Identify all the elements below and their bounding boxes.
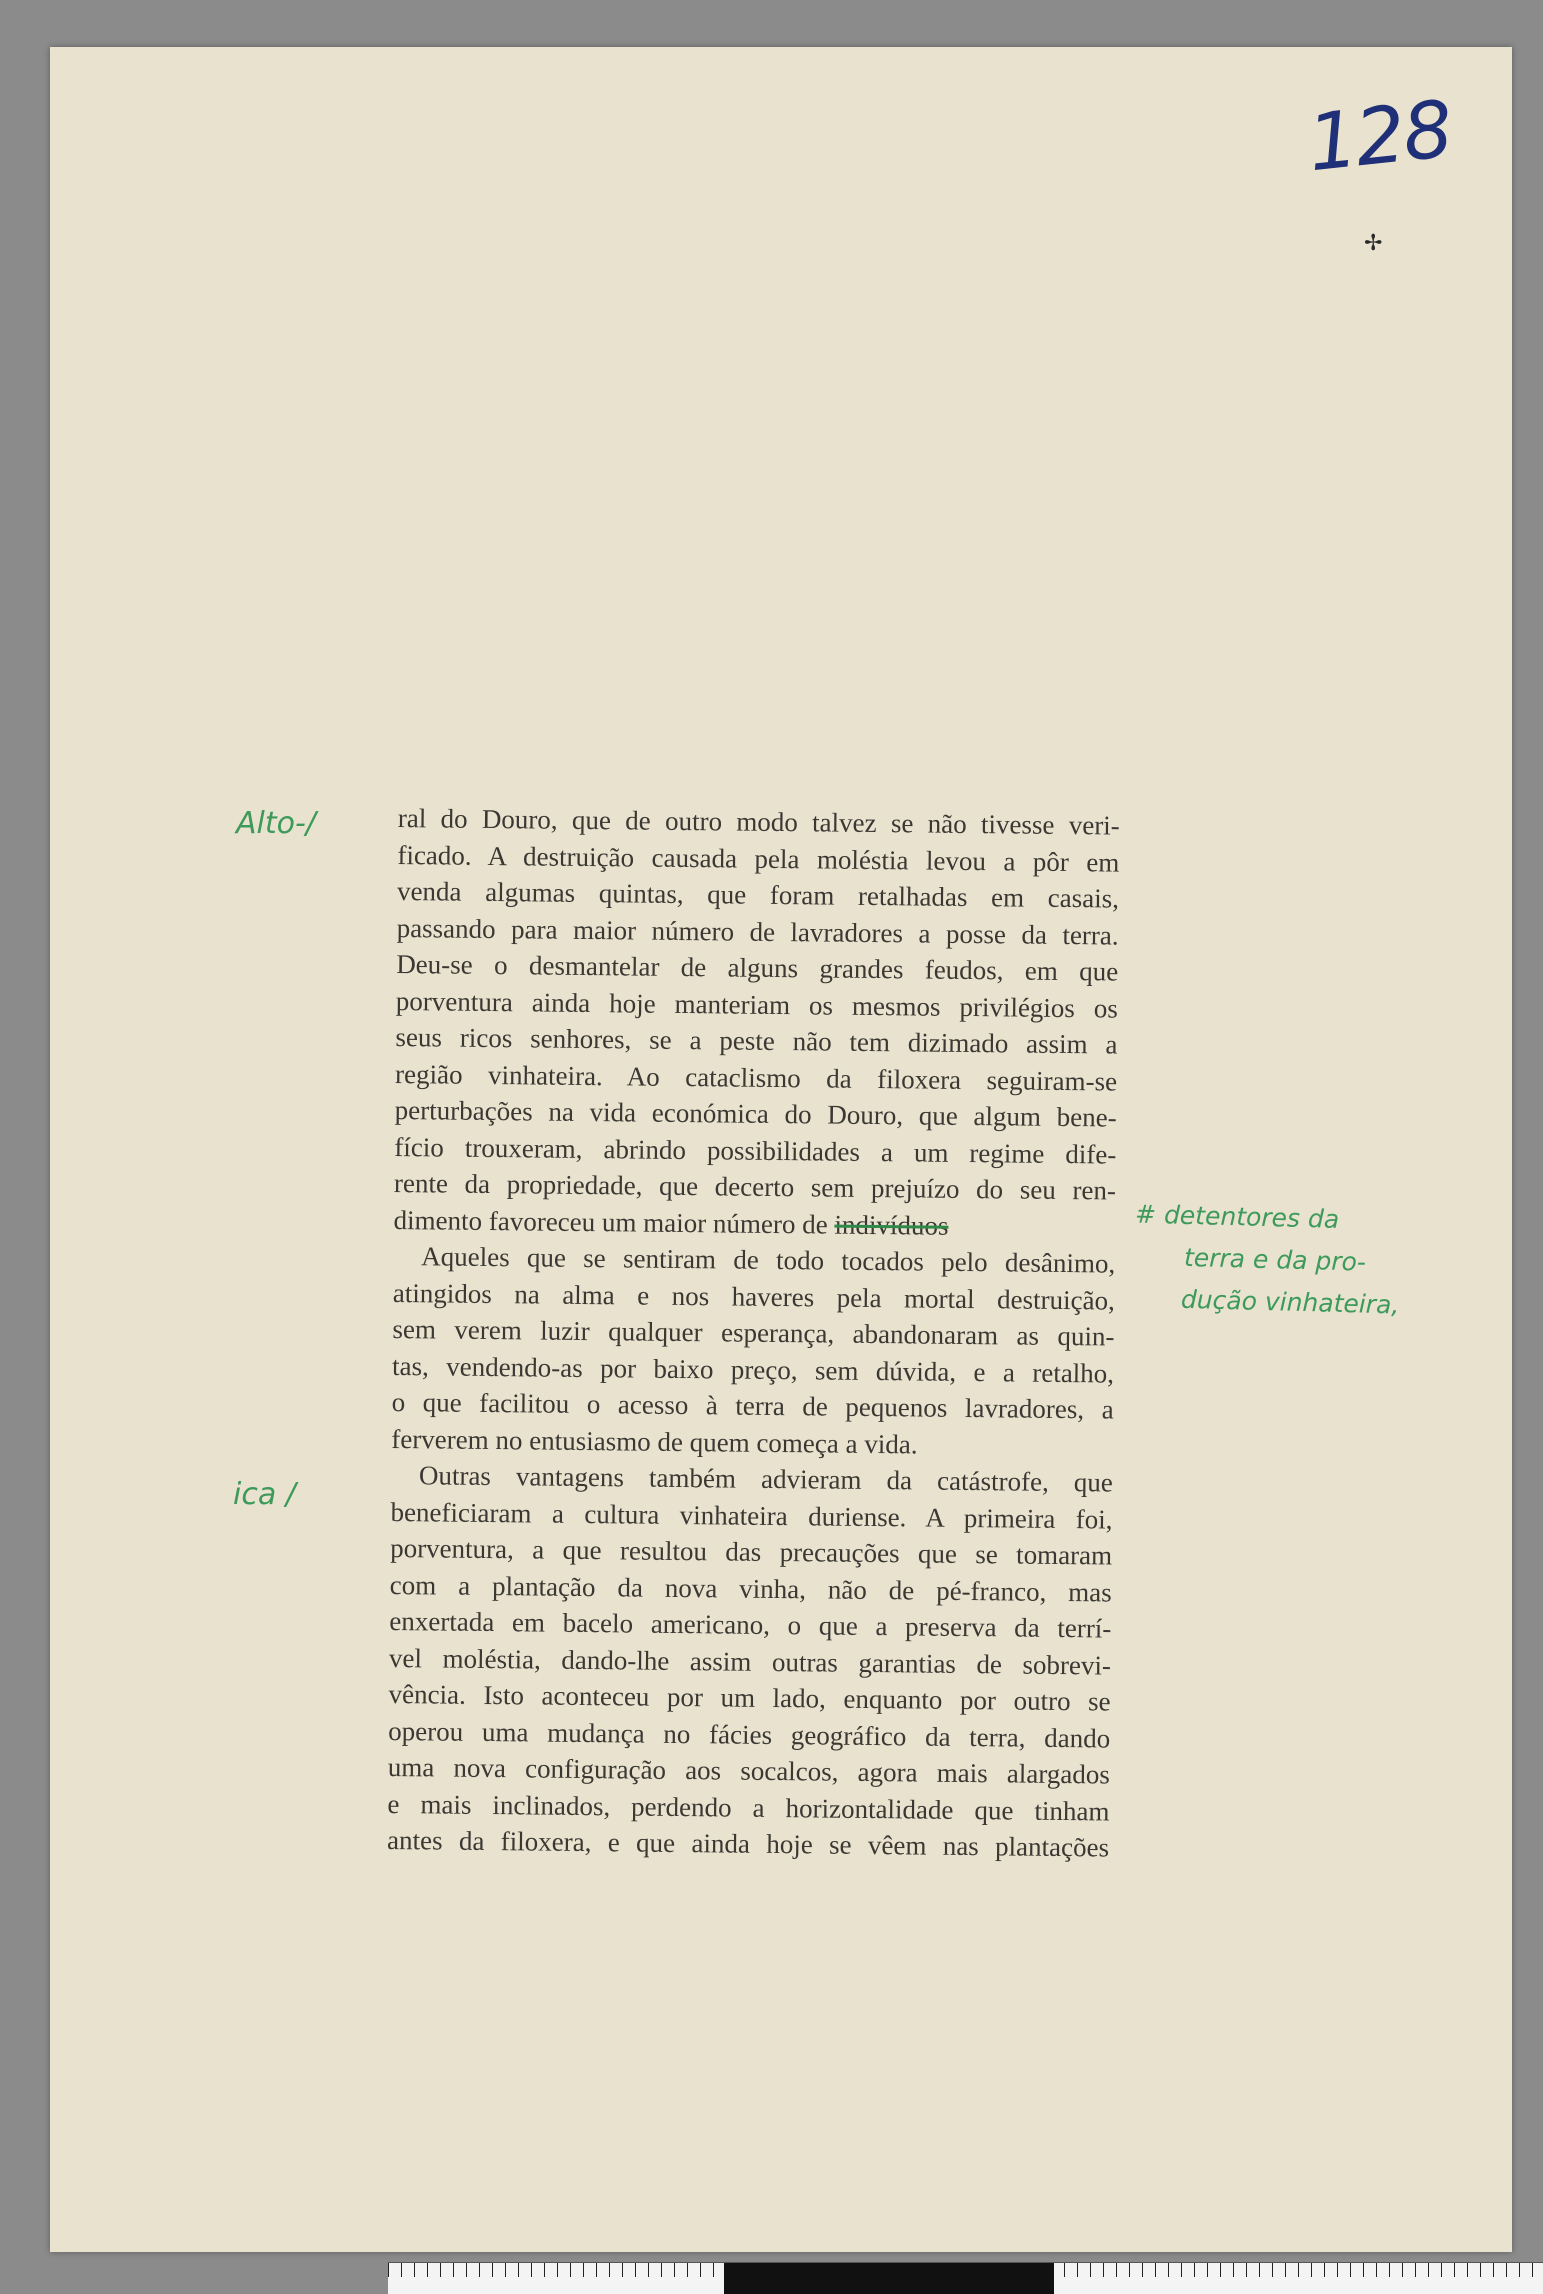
text-line: fício trouxeram, abrindo possibilidades a um regime dife- (394, 1131, 1117, 1170)
text-line: atingidos na alma e nos haveres pela mortal destruição, (392, 1277, 1115, 1316)
text-line: perturbações na vida económica do Douro, que algum bene- (394, 1094, 1117, 1133)
text-line: enxertada em bacelo americano, o que a preserva da terrí- (389, 1605, 1112, 1644)
text-line-prefix: dimento favoreceu um maior número de (393, 1204, 835, 1240)
ruler-black-segment (724, 2263, 1054, 2294)
text-line: passando para maior número de lavradores a posse da terra. (396, 912, 1119, 951)
text-line: ferverem no entusiasmo de quem começa a vida. (391, 1423, 918, 1459)
text-line: operou uma mudança no fácies geográfico da terra, dando (388, 1715, 1111, 1754)
note-line: terra e da pro- (1183, 1242, 1367, 1277)
text-line: sem verem luzir qualquer esperança, abandonaram as quin- (392, 1313, 1115, 1352)
text-line: região vinhateira. Ao cataclismo da filoxera seguiram-se (394, 1058, 1118, 1097)
text-line: venda algumas quintas, que foram retalhadas em casais, (396, 875, 1120, 914)
text-line: Outras vantagens também advieram da catástrofe, que (418, 1460, 1114, 1498)
text-line: ral do Douro, que de outro modo talvez se não tivesse veri- (397, 802, 1120, 841)
note-line: # detentores da (1134, 1199, 1340, 1234)
text-line: Deu-se o desmantelar de alguns grandes feudos, em que (396, 948, 1119, 987)
text-line: com a plantação da nova vinha, não de pé-franco, mas (389, 1569, 1112, 1608)
text-line: uma nova configuração aos socalcos, agora mais alargados (387, 1751, 1110, 1790)
text-line: vência. Isto aconteceu por um lado, enquanto por outro se (388, 1678, 1111, 1717)
text-line: tas, vendendo-as por baixo preço, sem dúvida, e a retalho, (391, 1350, 1115, 1389)
text-line: beneficiaram a cultura vinhateira duriense. A primeira foi, (390, 1496, 1113, 1535)
struck-word: indivíduos (834, 1209, 949, 1241)
body-text (387, 800, 1120, 1866)
page-number: 128 (1303, 84, 1456, 190)
ink-mark: ✢ (1364, 230, 1383, 255)
text-line: e mais inclinados, perdendo a horizontalidade que tinham (387, 1788, 1110, 1827)
text-line: antes da filoxera, e que ainda hoje se vêem nas plantações (386, 1824, 1110, 1863)
text-line: porventura ainda hoje manteriam os mesmos privilégios os (395, 985, 1119, 1024)
text-line: rente da propriedade, que decerto sem prejuízo do seu ren- (393, 1167, 1117, 1206)
annotation-alto: Alto-/ (236, 806, 316, 841)
text-line: seus ricos senhores, se a peste não tem dizimado assim a (395, 1021, 1118, 1060)
scale-ruler (388, 2262, 1543, 2294)
note-line: dução vinhateira, (1180, 1284, 1400, 1320)
text-line: vel moléstia, dando-lhe assim outras garantias de sobrevi- (388, 1642, 1112, 1681)
text-line: porventura, a que resultou das precauções que se tomaram (390, 1532, 1113, 1571)
text-line: o que facilitou o acesso à terra de pequenos lavradores, a (391, 1386, 1114, 1425)
text-line: Aqueles que se sentiram de todo tocados pelo desânimo, (421, 1241, 1116, 1279)
annotation-ica: ica / (233, 1477, 296, 1512)
text-line: ficado. A destruição causada pela moléstia levou a pôr em (397, 839, 1120, 878)
annotation-margin-note (1132, 1194, 1402, 1327)
